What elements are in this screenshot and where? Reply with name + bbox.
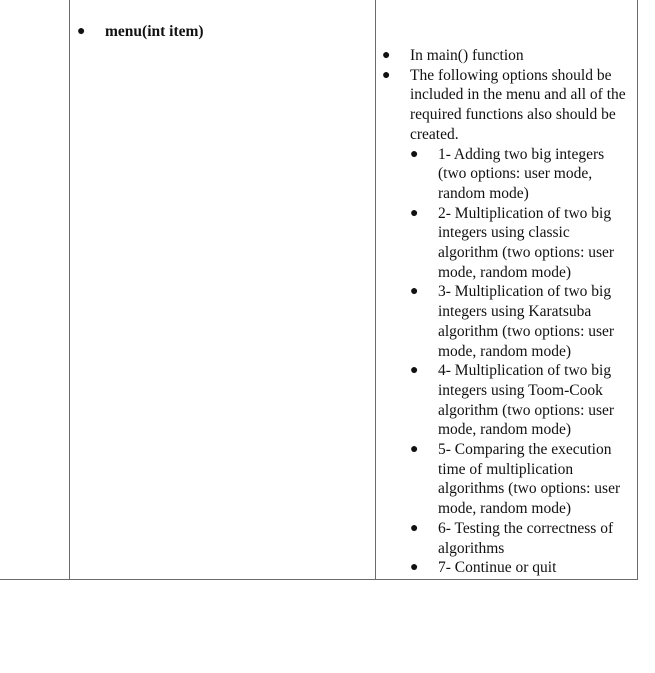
function-cell xyxy=(77,22,367,42)
bullet-icon: ● xyxy=(410,520,419,536)
menu-option-text: 4- Multiplication of two big integers using Toom-Cook algorithm (two options: user mode, random mode) xyxy=(438,362,615,439)
menu-option-item xyxy=(410,440,632,519)
description-item xyxy=(382,66,632,578)
menu-option-item xyxy=(410,204,632,283)
menu-options-list xyxy=(410,145,632,578)
bullet-icon: ● xyxy=(77,24,86,39)
bullet-icon: ● xyxy=(382,67,391,83)
bullet-icon: ● xyxy=(410,363,419,379)
menu-option-text: 3- Multiplication of two big integers using Karatsuba algorithm (two options: user mode, random mode) xyxy=(438,283,615,360)
table-column-divider xyxy=(375,0,376,580)
table-column-divider xyxy=(69,0,70,580)
description-list xyxy=(382,46,632,578)
menu-option-text: 7- Continue or quit xyxy=(438,559,557,577)
menu-option-text: 1- Adding two big integers (two options: user mode, random mode) xyxy=(438,145,605,202)
bullet-icon: ● xyxy=(410,442,419,458)
description-item xyxy=(382,46,632,66)
bullet-icon: ● xyxy=(382,48,391,63)
description-text: In main() function xyxy=(410,47,524,64)
bullet-icon: ● xyxy=(410,205,419,221)
menu-option-item xyxy=(410,519,632,558)
bullet-icon: ● xyxy=(410,146,419,162)
menu-option-text: 6- Testing the correctness of algorithms xyxy=(438,519,614,557)
function-signature: menu(int item) xyxy=(105,23,204,40)
menu-option-item xyxy=(410,145,632,204)
menu-option-item xyxy=(410,361,632,440)
menu-option-item xyxy=(410,558,632,578)
bullet-icon: ● xyxy=(410,284,419,300)
bullet-icon: ● xyxy=(410,560,419,576)
function-signature-item xyxy=(77,22,367,42)
table-right-border xyxy=(637,0,638,580)
menu-option-text: 2- Multiplication of two big integers using classic algorithm (two options: user mode, random mode) xyxy=(438,204,615,281)
table-bottom-border xyxy=(0,579,638,580)
menu-option-text: 5- Comparing the execution time of multiplication algorithms (two options: user mode, random mode) xyxy=(438,441,621,518)
menu-option-item xyxy=(410,282,632,361)
description-cell xyxy=(382,46,632,578)
description-text: The following options should be included in the menu and all of the required functions also should be created. xyxy=(410,66,626,143)
